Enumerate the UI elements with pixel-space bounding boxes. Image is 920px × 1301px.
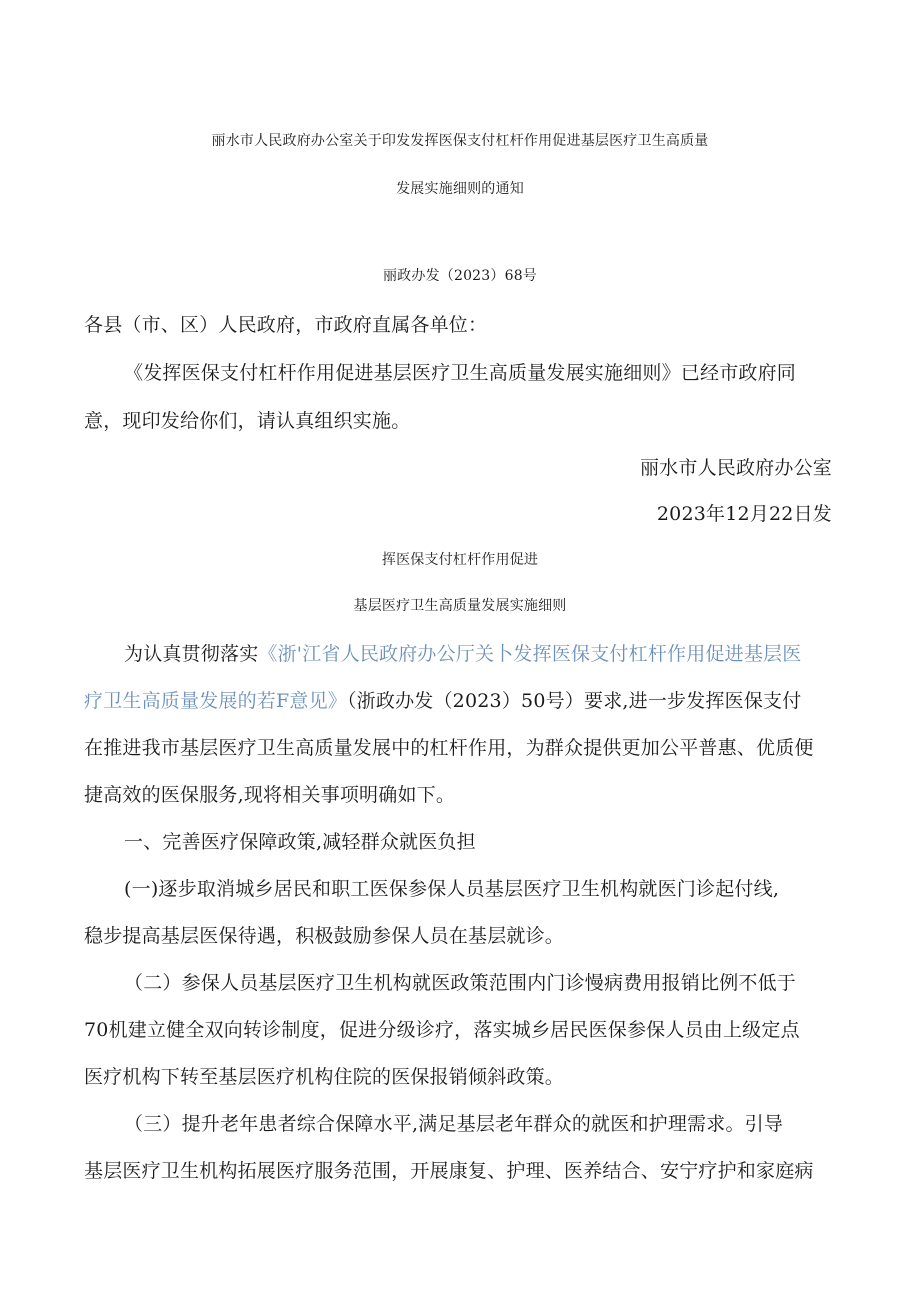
intro-line3: 在推进我市基层医疗卫生高质量发展中的杠杆作用，为群众提供更加公平普惠、优质便: [84, 737, 814, 759]
intro-prefix: 为认真贯彻落实: [124, 643, 259, 665]
item2-line2: 70机建立健全双向转诊制度，促进分级诊疗，落实城乡居民医保参保人员由上级定点: [84, 1019, 800, 1041]
doc-number: 丽政办发（2023）68号: [382, 268, 538, 284]
item1-line1: (一)逐步取消城乡居民和职工医保参保人员基层医疗卫生机构就医门诊起付线,: [124, 878, 780, 900]
intro-line4: 捷高效的医保服务,现将相关事项明确如下。: [84, 784, 456, 806]
item2-line1: （二）参保人员基层医疗卫生机构就医政策范围内门诊慢病费用报销比例不低于: [124, 972, 797, 994]
policy-link-part1[interactable]: 《浙'江省人民政府办公厅关卜发挥医保支付杠杆作用促进基层医: [258, 643, 802, 665]
notice-body-line1: 《发挥医保支付杠杆作用促进基层医疗卫生高质量发展实施细则》已经市政府同: [124, 362, 797, 384]
issuer: 丽水市人民政府办公室: [639, 457, 832, 479]
item3-line1: （三）提升老年患者综合保障水平,满足基层老年群众的就医和护理需求。引导: [124, 1113, 784, 1135]
intro-line2: [84, 689, 801, 713]
intro-suffix: （浙政办发（2023）50号）要求,进一步发挥医保支付: [346, 690, 802, 712]
notice-title-line2: 发展实施细则的通知: [396, 181, 524, 197]
policy-link-part2[interactable]: 疗卫生高质量发展的若F意见》: [84, 690, 347, 712]
rules-title-line2: 基层医疗卫生高质量发展实施细则: [353, 598, 567, 614]
salutation: 各县（市、区）人民政府，市政府直属各单位：: [84, 314, 488, 336]
item2-line3: 医疗机构下转至基层医疗机构住院的医保报销倾斜政策。: [84, 1066, 565, 1088]
intro-line1: [124, 642, 801, 666]
notice-body-line2: 意，现印发给你们，请认真组织实施。: [84, 410, 411, 432]
notice-title-line1: 丽水市人民政府办公室关于印发发挥医保支付杠杆作用促进基层医疗卫生高质量: [211, 133, 709, 149]
issue-date: 2023年12月22日发: [656, 503, 832, 525]
section1-heading: 一、完善医疗保障政策,减轻群众就医负担: [124, 831, 476, 853]
item1-line2: 稳步提高基层医保待遇，积极鼓励参保人员在基层就诊。: [84, 925, 565, 947]
rules-title-line1: 挥医保支付杠杆作用促进: [381, 552, 539, 568]
item3-line2: 基层医疗卫生机构拓展医疗服务范围，开展康复、护理、医养结合、安宁疗护和家庭病: [84, 1160, 814, 1182]
